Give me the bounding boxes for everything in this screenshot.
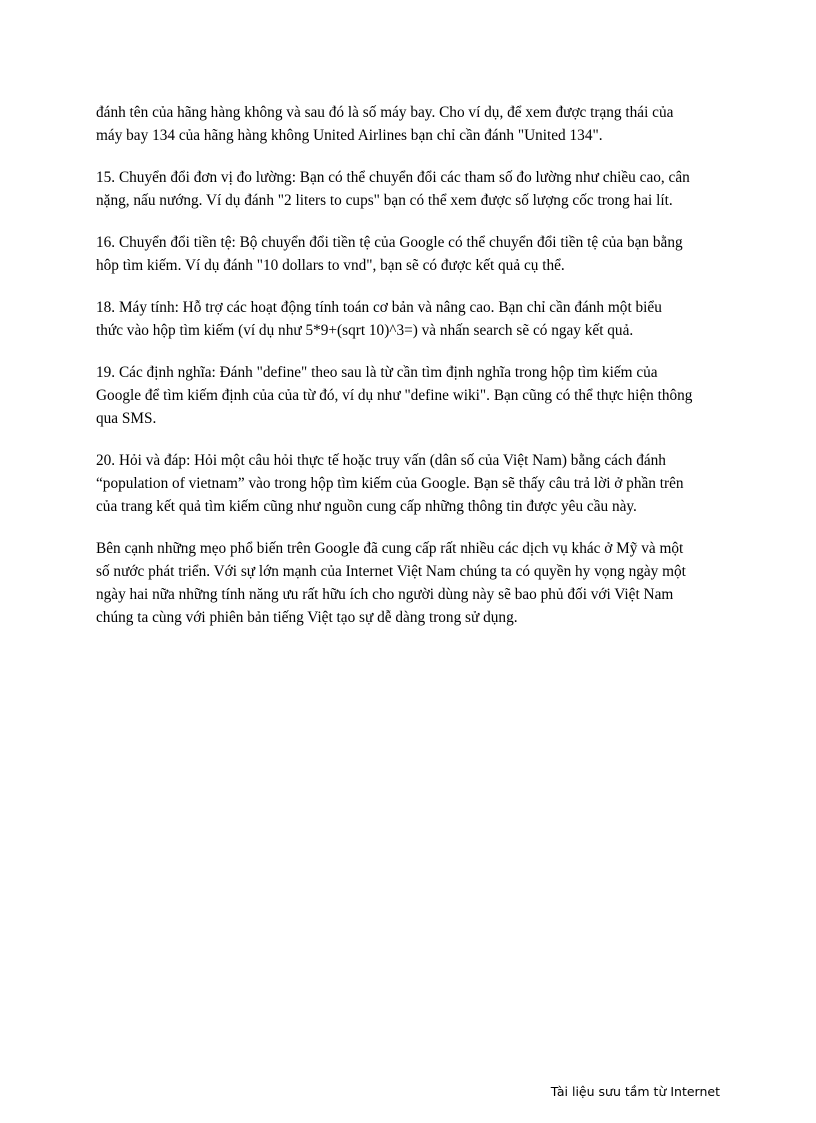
paragraph-conclusion	[96, 537, 724, 629]
text-line: thức vào hộp tìm kiếm (ví dụ như 5*9+(sqrt 10)^3=) và nhấn search sẽ có ngay kết quả.	[96, 322, 634, 339]
paragraph-definitions	[96, 361, 724, 430]
paragraph-calculator	[96, 296, 724, 342]
text-line: hôp tìm kiếm. Ví dụ đánh "10 dollars to vnd", bạn sẽ có được kết quả cụ thể.	[96, 257, 565, 274]
text-line: chúng ta cùng với phiên bản tiếng Việt tạo sự dễ dàng trong sử dụng.	[96, 609, 518, 626]
document-body	[96, 101, 724, 648]
text-line: của trang kết quả tìm kiếm cũng như nguồn cung cấp những thông tin được yêu cầu này.	[96, 498, 637, 515]
text-line: qua SMS.	[96, 410, 157, 427]
text-line: Google để tìm kiếm định của của từ đó, ví dụ như "define wiki". Bạn cũng có thể thực hiện thông	[96, 387, 693, 404]
text-line: nặng, nấu nướng. Ví dụ đánh "2 liters to cups" bạn có thể xem được số lượng cốc trong hai lít.	[96, 192, 673, 209]
text-line: 20. Hỏi và đáp: Hỏi một câu hỏi thực tế hoặc truy vấn (dân số của Việt Nam) bằng cách đánh	[96, 452, 666, 469]
paragraph-flight-status	[96, 101, 724, 147]
page-footer: Tài liệu sưu tầm từ Internet	[550, 1084, 720, 1099]
text-line: 15. Chuyển đổi đơn vị đo lường: Bạn có thể chuyển đổi các tham số đo lường như chiều cao, cân	[96, 169, 690, 186]
text-line: 18. Máy tính: Hỗ trợ các hoạt động tính toán cơ bản và nâng cao. Bạn chỉ cần đánh một biểu	[96, 299, 662, 316]
text-line: 19. Các định nghĩa: Đánh "define" theo sau là từ cần tìm định nghĩa trong hộp tìm kiếm của	[96, 364, 658, 381]
text-line: Bên cạnh những mẹo phổ biến trên Google đã cung cấp rất nhiều các dịch vụ khác ở Mỹ và một	[96, 540, 684, 557]
text-line: máy bay 134 của hãng hàng không United Airlines bạn chỉ cần đánh "United 134".	[96, 127, 603, 144]
text-line: ngày hai nữa những tính năng ưu rất hữu ích cho người dùng này sẽ bao phủ đối với Việt Nam	[96, 586, 674, 603]
text-line: 16. Chuyển đổi tiền tệ: Bộ chuyển đổi tiền tệ của Google có thể chuyển đổi tiền tệ của bạn bằng	[96, 234, 683, 251]
paragraph-unit-conversion	[96, 166, 724, 212]
paragraph-question-answer	[96, 449, 724, 518]
text-line: số nước phát triển. Với sự lớn mạnh của Internet Việt Nam chúng ta có quyền hy vọng ngày một	[96, 563, 686, 580]
paragraph-currency-conversion	[96, 231, 724, 277]
text-line: đánh tên của hãng hàng không và sau đó là số máy bay. Cho ví dụ, để xem được trạng thái của	[96, 104, 674, 121]
text-line: “population of vietnam” vào trong hộp tìm kiếm của Google. Bạn sẽ thấy câu trả lời ở phần trên	[96, 475, 684, 492]
